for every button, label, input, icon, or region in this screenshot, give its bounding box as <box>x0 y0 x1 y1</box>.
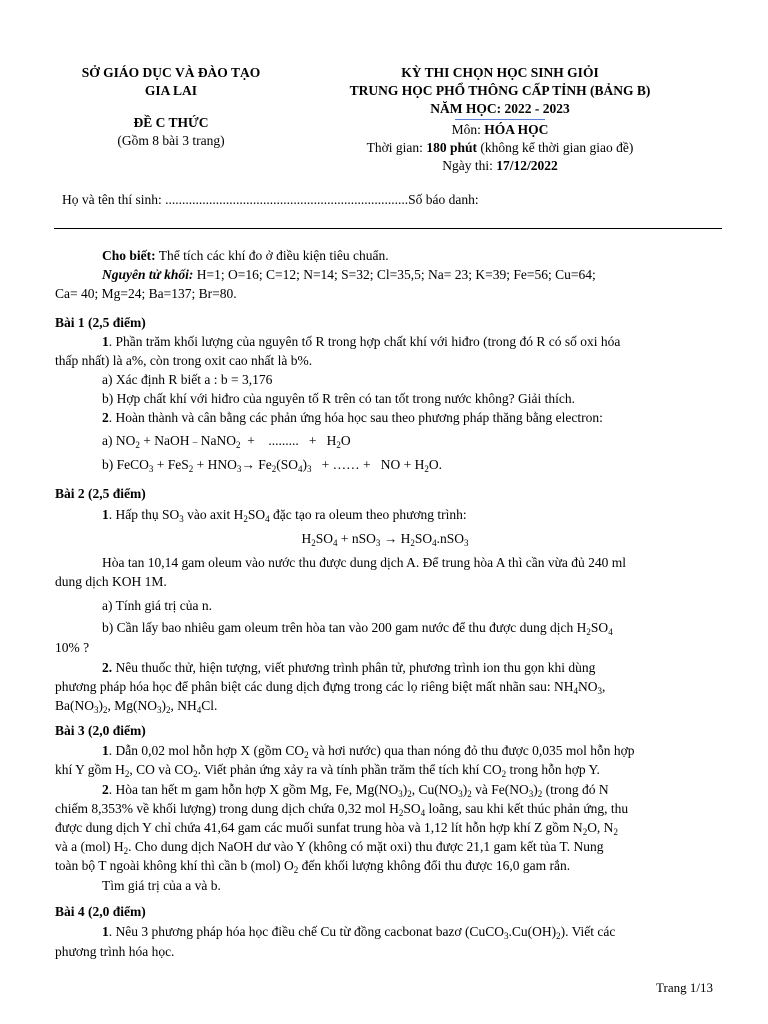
date-line: Ngày thi: 17/12/2022 <box>442 158 558 173</box>
bai2-title: Bài 2 (2,5 điểm) <box>55 486 146 501</box>
bai3-q2-l4: và a (mol) $H_2$. Cho dung dịch NaOH dư vào Y (không có mặt oxi) thu được 21,1 gam kết tủa T. Nung <box>55 839 604 856</box>
bai3-q2: 2. Hòa tan hết m gam hỗn hợp X gồm Mg, Fe, $Mg(NO_3)_2$, $Cu(NO_3)_2$ và $Fe(NO_3)_2$ (trong đó N <box>102 782 609 799</box>
bai1-title: Bài 1 (2,5 điểm) <box>55 315 146 330</box>
year-underline <box>455 119 545 120</box>
reaction-a: a) $NO_2$ + NaOH – NaNO$_2$ + ......... + $H_2O$ <box>102 433 351 450</box>
official-exam-label: ĐỀ C THỨC <box>133 115 209 130</box>
bai2-q1-text-cont: dung dịch KOH 1M. <box>55 574 167 589</box>
bai2-q1: 1. Hấp thụ $SO_3$ vào axit $H_2SO_4$ đặc tạo ra oleum theo phương trình: <box>102 507 467 524</box>
oleum-equation: $H_2SO_4 + nSO_3 \to H_2SO_4.nSO_3$ <box>301 531 469 548</box>
bai3-q2-l5: toàn bộ T ngoài không khí thì cần b (mol) $O_2$ đến khối lượng không đổi thu được 16,0 gam rắn. <box>55 858 571 875</box>
bai2-q1-text: Hòa tan 10,14 gam oleum vào nước thu được dung dịch A. Để trung hòa A thì cần vừa đủ 240 ml <box>102 555 627 570</box>
page-count-note: (Gồm 8 bài 3 trang) <box>117 133 225 148</box>
bai4-q1: 1. Nêu 3 phương pháp hóa học điều chế Cu từ đồng cacbonat bazơ $(CuCO_3.Cu(OH)_2)$. Viết các <box>102 924 616 941</box>
bai3-q1-cont: khí Y gồm $H_2$, CO và $CO_2$. Viết phản ứng xảy ra và tính phần trăm thể tích khí $CO_2$ trong hỗn hợp Y. <box>55 762 600 779</box>
bai2-q1a: a) Tính giá trị của n. <box>102 598 212 613</box>
bai1-q1-cont: thấp nhất) là a%, còn trong oxit cao nhất là b%. <box>55 353 313 368</box>
bai4-title: Bài 4 (2,0 điểm) <box>55 904 146 919</box>
subject-line <box>300 121 700 139</box>
bai2-q2: 2. Nêu thuốc thử, hiện tượng, viết phương trình phân tử, phương trình ion thu gọn khi dùng <box>102 660 596 675</box>
page-number: Trang 1/13 <box>656 980 713 995</box>
given-conditions: Cho biết: Thể tích các khí đo ở điều kiện tiêu chuẩn. <box>102 248 389 263</box>
subject-name: HÓA HỌC <box>484 122 549 137</box>
bai2-q1b: b) Cần lấy bao nhiêu gam oleum trên hòa tan vào 200 gam nước để thu được dung dịch $H_2SO_4$ <box>102 620 613 637</box>
reaction-b: b) FeCO$_3$ + $FeS_2 + HNO_3\to Fe_2(SO_4)_3$ + …… + NO + $H_2O$. <box>102 457 442 474</box>
time-line: Thời gian: 180 phút (không kể thời gian giao đề) <box>366 140 634 155</box>
bai3-q2-l3: được dung dịch Y chỉ chứa 41,64 gam các muối sunfat trung hòa và 1,12 lít hỗn hợp khí Z gồm $N_2O$, $N_2$ <box>55 820 618 837</box>
bai1-q1b: b) Hợp chất khí với hiđro của nguyên tố R trên có tan tốt trong nước không? Giải thích. <box>102 391 576 406</box>
bai2-q1b-cont: 10% ? <box>55 640 90 655</box>
bai3-title: Bài 3 (2,0 điểm) <box>55 723 146 738</box>
subject-label: Môn: <box>451 122 481 137</box>
header-left <box>56 64 286 150</box>
bai3-q2-l2: chiếm 8,353% về khối lượng) trong dung dịch chứa 0,32 mol $H_2SO_4$ loãng, sau khi kết thúc phản ứng, thu <box>55 801 629 818</box>
school-year: NĂM HỌC: 2022 - 2023 <box>430 101 570 116</box>
exam-duration: 180 phút <box>426 140 477 155</box>
header-right <box>300 64 700 175</box>
bai3-q2-ask: Tìm giá trị của a và b. <box>102 878 221 893</box>
province-name: GIA LAI <box>144 83 198 98</box>
exam-date: 17/12/2022 <box>496 158 558 173</box>
exam-level: TRUNG HỌC PHỔ THÔNG CẤP TỈNH (BẢNG B) <box>349 83 651 98</box>
bai3-q1: 1. Dẫn 0,02 mol hỗn hợp X (gồm $CO_2$ và hơi nước) qua than nóng đỏ thu được 0,035 mol hỗn hợp <box>102 743 635 760</box>
bai1-q1: 1. Phần trăm khối lượng của nguyên tố R trong hợp chất khí với hiđro (trong đó R có số oxi hóa <box>102 334 621 349</box>
header-divider <box>54 228 722 229</box>
bai4-q1-cont: phương trình hóa học. <box>55 944 175 959</box>
bai1-q1a: a) Xác định R biết a : b = 3,176 <box>102 372 273 387</box>
exam-title: KỲ THI CHỌN HỌC SINH GIỎI <box>401 65 599 80</box>
atomic-masses: Nguyên tử khối: H=1; O=16; C=12; N=14; S=32; Cl=35,5; Na= 23; K=39; Fe=56; Cu=64; <box>102 267 596 282</box>
bai2-q2-list: $Ba(NO_3)_2$, $Mg(NO_3)_2$, $NH_4Cl$. <box>55 698 218 715</box>
atomic-masses-cont: Ca= 40; Mg=24; Ba=137; Br=80. <box>55 286 237 301</box>
bai2-q2-cont: phương pháp hóa học để phân biệt các dung dịch đựng trong các lọ riêng biệt mất nhãn sau: $NH_4NO_3$, <box>55 679 606 696</box>
candidate-info-line: Họ và tên thí sinh: ........................................................................Số báo danh: <box>62 192 479 207</box>
bai1-q2: 2. Hoàn thành và cân bằng các phản ứng hóa học sau theo phương pháp thăng bằng electron: <box>102 410 603 425</box>
department-name: SỞ GIÁO DỤC VÀ ĐÀO TẠO <box>81 65 261 80</box>
